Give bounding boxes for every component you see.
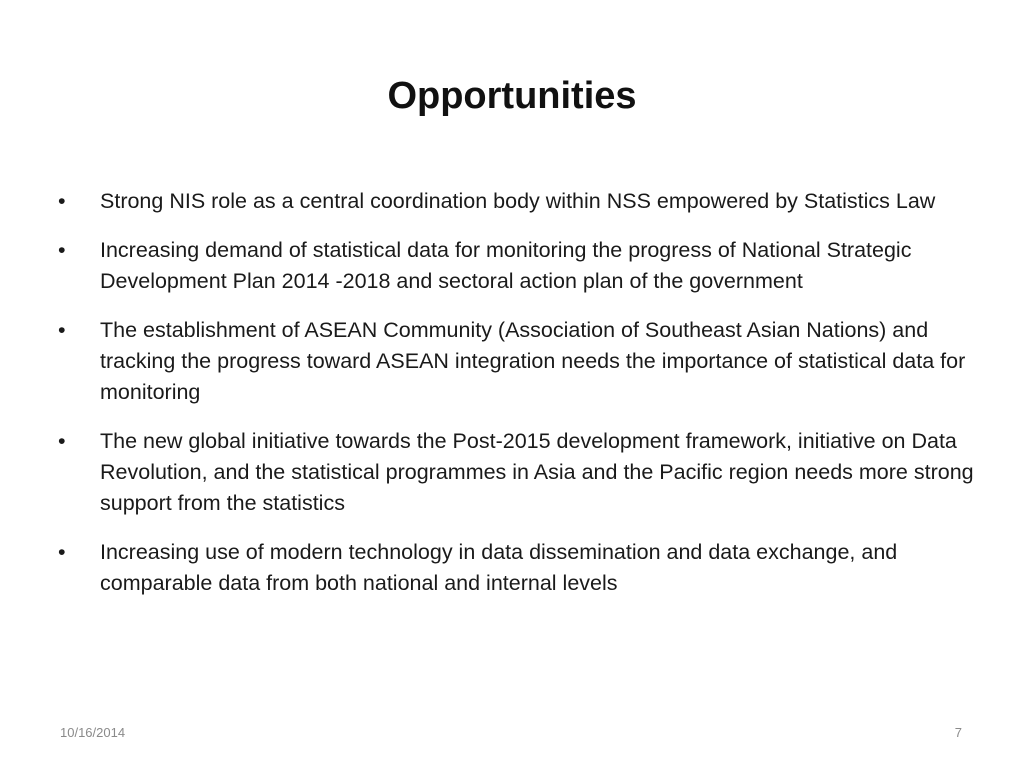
bullet-text: Increasing demand of statistical data for monitoring the progress of National Strategic Development Plan 2014 -2018 and sectoral action plan of the government [100,238,912,293]
bullet-dot-icon: • [58,189,66,213]
bullet-text: Strong NIS role as a central coordination body within NSS empowered by Statistics Law [100,189,936,213]
bullet-dot-icon: • [58,318,66,342]
bullet-item [56,426,986,519]
slide-title: Opportunities [387,75,637,117]
bullet-dot-icon: • [58,429,66,453]
bullet-item [56,235,986,297]
bullet-dot-icon: • [58,540,66,564]
bullet-text: The establishment of ASEAN Community (Association of Southeast Asian Nations) and tracking the progress toward ASEAN integration needs the importance of statistical data for monitoring [100,318,966,404]
bullet-text: The new global initiative towards the Post-2015 development framework, initiative on Data Revolution, and the statistical programmes in Asia and the Pacific region needs more strong support from the statistics [100,429,974,515]
footer-date: 10/16/2014 [60,725,126,740]
bullet-text: Increasing use of modern technology in data dissemination and data exchange, and comparable data from both national and internal levels [100,540,898,595]
bullet-item [56,537,986,599]
page-number: 7 [954,725,962,740]
bullet-item [56,315,986,408]
bullet-list [56,186,986,617]
bullet-dot-icon: • [58,238,66,262]
bullet-item [56,186,986,217]
